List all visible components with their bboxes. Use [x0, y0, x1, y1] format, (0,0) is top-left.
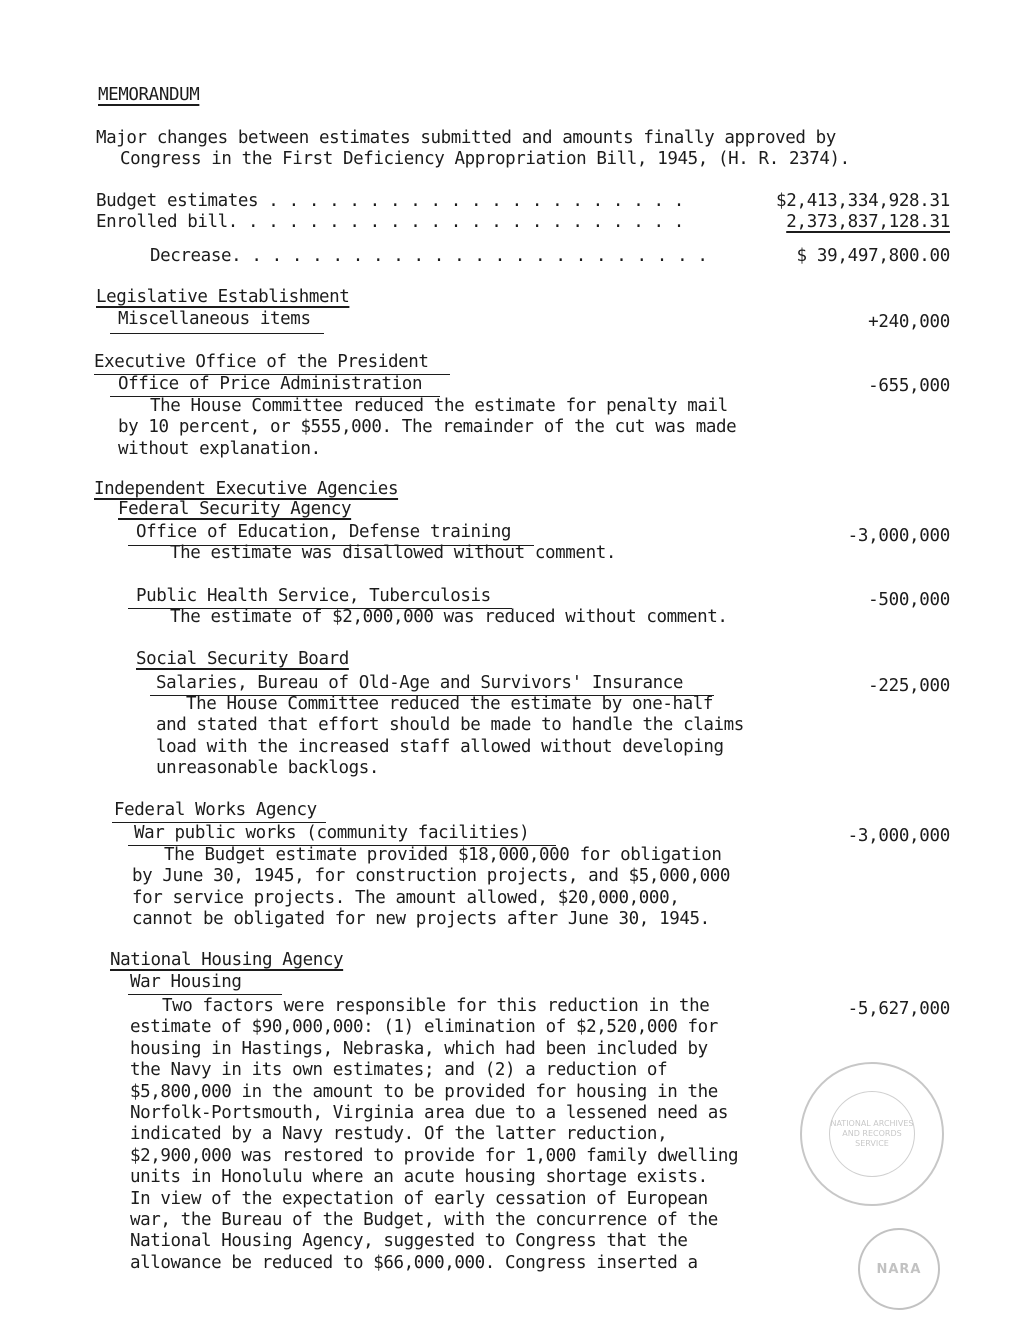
- archives-seal-inner: NATIONAL ARCHIVES AND RECORDS SERVICE: [829, 1091, 915, 1177]
- works-amount: -3,000,000: [847, 826, 950, 846]
- explanation-line: unreasonable backlogs.: [156, 758, 379, 779]
- health-amount: -500,000: [868, 590, 950, 610]
- budget-estimates-value: $2,413,334,928.31: [775, 191, 950, 211]
- explanation-line: housing in Hastings, Nebraska, which had been included by: [130, 1038, 708, 1059]
- explanation-line: by 10 percent, or $555,000. The remainder of the cut was made: [118, 417, 737, 438]
- budget-estimates-label: Budget estimates . . . . . . . . . . . . . . . . . . . . .: [96, 191, 684, 211]
- decrease-value: $ 39,497,800.00: [796, 246, 950, 266]
- education-amount: -3,000,000: [847, 526, 950, 546]
- explanation-line: Norfolk-Portsmouth, Virginia area due to a lessened need as: [130, 1102, 729, 1123]
- housing-item-rule: [128, 994, 282, 995]
- explanation-line: The House Committee reduced the estimate for penalty mail: [150, 396, 728, 416]
- legislative-item: Miscellaneous items: [118, 309, 311, 329]
- ssb-item: Salaries, Bureau of Old-Age and Survivors' Insurance: [156, 673, 684, 693]
- housing-amount: -5,627,000: [847, 999, 950, 1019]
- explanation-line: war, the Bureau of the Budget, with the concurrence of the: [130, 1209, 718, 1230]
- library-seal-stamp: [858, 1228, 940, 1310]
- section-housing-title: National Housing Agency: [110, 950, 344, 970]
- explanation-line: The House Committee reduced the estimate by one-half: [186, 694, 714, 714]
- explanation-line: cannot be obligated for new projects after June 30, 1945.: [132, 909, 710, 930]
- explanation-line: estimate of $90,000,000: (1) elimination of $2,520,000 for: [130, 1017, 718, 1038]
- explanation-line: units in Honolulu where an acute housing shortage exists.: [130, 1167, 708, 1188]
- section-works-title: Federal Works Agency: [114, 800, 317, 820]
- decrease-label: Decrease. . . . . . . . . . . . . . . . . . . . . . . .: [150, 246, 708, 266]
- explanation-line: allowance be reduced to $66,000,000. Congress inserted a: [130, 1252, 698, 1273]
- explanation-line: In view of the expectation of early cessation of European: [130, 1188, 708, 1209]
- library-seal-text: NARA: [876, 1261, 922, 1277]
- explanation-line: $2,900,000 was restored to provide for 1,000 family dwelling: [130, 1145, 739, 1166]
- housing-item: War Housing: [130, 972, 242, 992]
- works-explanation: [132, 845, 730, 931]
- memo-heading: MEMORANDUM: [98, 85, 200, 105]
- enrolled-bill-label: Enrolled bill. . . . . . . . . . . . . . . . . . . . . . .: [96, 212, 684, 232]
- enrolled-bill-value: 2,373,837,128.31: [786, 212, 950, 232]
- ssb-title: Social Security Board: [136, 649, 349, 669]
- ssb-amount: -225,000: [868, 676, 950, 696]
- executive-explanation: [118, 396, 736, 460]
- explanation-line: The Budget estimate provided $18,000,000 for obligation: [164, 845, 722, 865]
- education-explanation: The estimate was disallowed without comment.: [170, 543, 616, 563]
- explanation-line: for service projects. The amount allowed, $20,000,000,: [132, 887, 680, 908]
- section-legislative-title: Legislative Establishment: [96, 287, 350, 307]
- health-explanation: The estimate of $2,000,000 was reduced without comment.: [170, 607, 728, 627]
- federal-security-agency: Federal Security Agency: [118, 499, 352, 519]
- explanation-line: the Navy in its own estimates; and (2) a reduction of: [130, 1060, 668, 1081]
- section-executive-title: Executive Office of the President: [94, 352, 429, 372]
- ssb-explanation: [156, 694, 744, 780]
- legislative-amount: +240,000: [868, 312, 950, 332]
- explanation-line: by June 30, 1945, for construction projects, and $5,000,000: [132, 866, 731, 887]
- works-item: War public works (community facilities): [134, 823, 530, 843]
- section-independent-title: Independent Executive Agencies: [94, 479, 399, 499]
- legislative-item-rule: [110, 333, 324, 334]
- executive-amount: -655,000: [868, 376, 950, 396]
- explanation-line: National Housing Agency, suggested to Congress that the: [130, 1231, 688, 1252]
- explanation-line: load with the increased staff allowed without developing: [156, 736, 724, 757]
- health-item: Public Health Service, Tuberculosis: [136, 586, 491, 606]
- archives-seal-stamp: [800, 1062, 944, 1206]
- education-item: Office of Education, Defense training: [136, 522, 512, 542]
- intro-line-2: Congress in the First Deficiency Appropriation Bill, 1945, (H. R. 2374).: [120, 149, 850, 169]
- intro-line-1: Major changes between estimates submitted and amounts finally approved by: [96, 128, 836, 148]
- explanation-line: without explanation.: [118, 438, 321, 459]
- housing-explanation: [130, 996, 738, 1274]
- executive-item: Office of Price Administration: [118, 374, 423, 394]
- explanation-line: and stated that effort should be made to handle the claims: [156, 715, 744, 736]
- explanation-line: $5,800,000 in the amount to be provided for housing in the: [130, 1081, 718, 1102]
- explanation-line: indicated by a Navy restudy. Of the latter reduction,: [130, 1124, 668, 1145]
- explanation-line: Two factors were responsible for this reduction in the: [162, 996, 710, 1016]
